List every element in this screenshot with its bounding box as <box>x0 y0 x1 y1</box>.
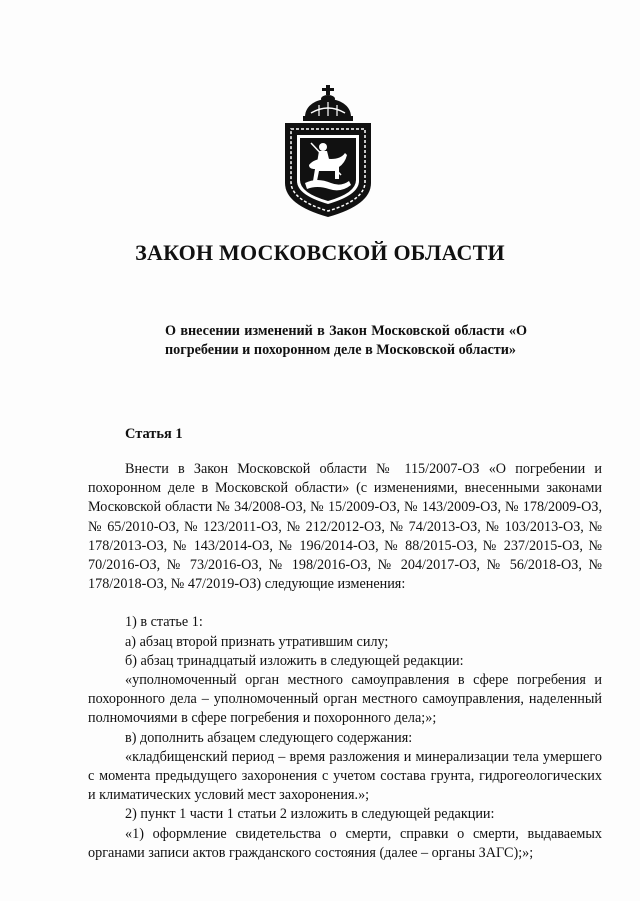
coat-of-arms-svg <box>275 83 381 219</box>
body-paragraph: «кладбищенский период – время разложения и минерализации тела умершего с момента предыдущего захоронения с учетом состава грунта, гидрогеологических и климатических условий мест захоронения.»; <box>88 748 602 804</box>
body-paragraph: в) дополнить абзацем следующего содержания: <box>125 729 413 746</box>
body-paragraph: 1) в статье 1: <box>125 614 203 631</box>
body-paragraph: а) абзац второй признать утратившим силу; <box>125 633 389 650</box>
article-body <box>88 460 602 863</box>
article-heading: Статья 1 <box>125 426 183 442</box>
body-paragraph: 2) пункт 1 части 1 статьи 2 изложить в следующей редакции: <box>125 806 495 823</box>
body-paragraph: «1) оформление свидетельства о смерти, справки о смерти, выдаваемых органами записи актов гражданского состояния (далее – органы ЗАГС);»; <box>88 825 602 861</box>
law-subtitle: О внесении изменений в Закон Московской области «О погребении и похоронном деле в Московской области» <box>165 323 527 358</box>
body-paragraph: Внести в Закон Московской области № 115/2007-ОЗ «О погребении и похоронном деле в Московской области» (с изменениями, внесенными законами Московской области № 34/2008-ОЗ, № 15/2009-ОЗ, № 143/2009-ОЗ, № 178/2009-ОЗ, № 65/2010-ОЗ, № 123/2011-ОЗ, № 212/2012-ОЗ, № 74/2013-ОЗ, № 103/2013-ОЗ, № 178/2013-ОЗ, № 143/2014-ОЗ, № 196/2014-ОЗ, № 88/2015-ОЗ, № 237/2015-ОЗ, № 70/2016-ОЗ, № 73/2016-ОЗ, № 198/2016-ОЗ, № 204/2017-ОЗ, № 56/2018-ОЗ, № 178/2018-ОЗ, № 47/2019-ОЗ) следующие изменения: <box>88 461 602 593</box>
body-paragraph: «уполномоченный орган местного самоуправления в сфере погребения и похоронного дела – уполномоченный орган местного самоуправления, наделенный полномочиями в сфере погребения и похоронного дела;»; <box>88 672 602 727</box>
body-paragraph: б) абзац тринадцатый изложить в следующей редакции: <box>125 652 464 669</box>
law-title: ЗАКОН МОСКОВСКОЙ ОБЛАСТИ <box>135 240 505 265</box>
moscow-oblast-coat-of-arms-icon <box>275 83 381 219</box>
